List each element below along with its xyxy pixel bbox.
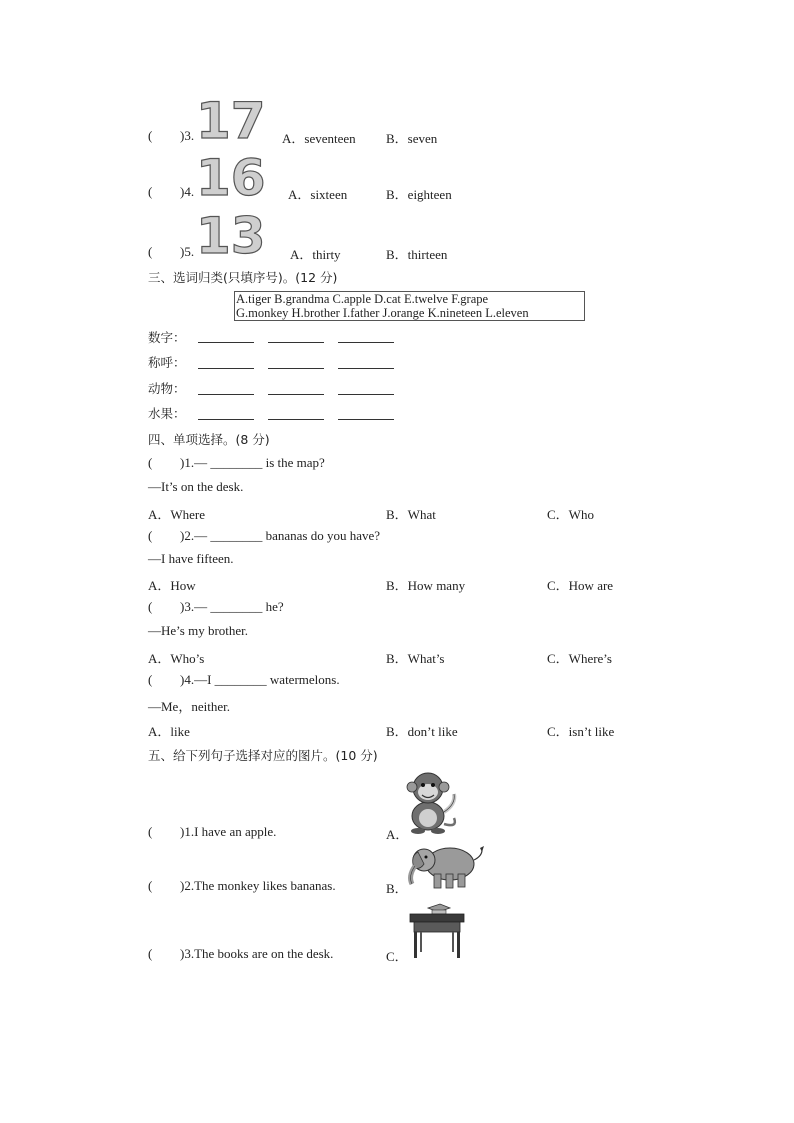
blank[interactable] xyxy=(268,407,324,420)
blank[interactable] xyxy=(198,356,254,369)
monkey-with-banana-icon xyxy=(398,768,462,836)
question-text: )4.—I ________ watermelons. xyxy=(180,672,340,687)
section-heading-part3: 三、选词归类(只填序号)。(12 分) xyxy=(148,270,338,285)
svg-text:17: 17 xyxy=(196,92,266,150)
word-bank-line-2: G.monkey H.brother I.father J.orange K.nineteen L.eleven xyxy=(236,306,529,320)
blank[interactable] xyxy=(198,407,254,420)
category-label: 水果： xyxy=(148,406,186,421)
category-label: 称呼： xyxy=(148,355,186,370)
number-17-picture xyxy=(194,92,266,150)
option-b[interactable]: B．don’t like xyxy=(386,724,458,739)
word-bank-line-1: A.tiger B.grandma C.apple D.cat E.twelve F.grape xyxy=(236,292,489,306)
section-heading-part5: 五、给下列句子选择对应的图片。(10 分) xyxy=(148,748,378,763)
question-number: )5. xyxy=(180,244,195,259)
answer-paren[interactable]: ( xyxy=(148,878,153,893)
answer-paren[interactable]: ( xyxy=(148,599,153,614)
picture-letter: A． xyxy=(386,827,409,842)
picture-letter: B． xyxy=(386,881,408,896)
svg-text:13: 13 xyxy=(196,207,266,265)
blank[interactable] xyxy=(198,330,254,343)
option-a[interactable]: A．like xyxy=(148,724,190,739)
section-heading-part4: 四、单项选择。(8 分) xyxy=(148,432,270,447)
option-a[interactable]: A．Who’s xyxy=(148,651,205,666)
picture-letter: C． xyxy=(386,949,408,964)
answer-line: —He’s my brother. xyxy=(148,623,249,638)
option-a[interactable]: A．Where xyxy=(148,507,206,522)
blank[interactable] xyxy=(338,330,394,343)
answer-line: —It’s on the desk. xyxy=(148,479,244,494)
question-text: )2.The monkey likes bananas. xyxy=(180,878,336,893)
category-label: 数字： xyxy=(148,330,186,345)
number-13-picture xyxy=(194,206,266,265)
option-a[interactable]: A．How xyxy=(148,578,196,593)
answer-paren[interactable]: ( xyxy=(148,672,153,687)
blank[interactable] xyxy=(338,382,394,395)
question-text: )3.The books are on the desk. xyxy=(180,946,334,961)
answer-paren[interactable]: ( xyxy=(148,528,153,543)
question-number: )4. xyxy=(180,184,195,199)
number-16-picture xyxy=(194,149,266,207)
answer-paren[interactable]: ( xyxy=(148,946,153,961)
blank[interactable] xyxy=(338,407,394,420)
option-b[interactable]: B．What’s xyxy=(386,651,445,666)
blank[interactable] xyxy=(268,382,324,395)
answer-paren[interactable]: ( xyxy=(148,244,153,259)
question-text: )1.I have an apple. xyxy=(180,824,277,839)
option-a[interactable]: A．seventeen xyxy=(282,131,356,146)
option-b[interactable]: B．eighteen xyxy=(386,187,452,202)
blank[interactable] xyxy=(268,330,324,343)
option-b[interactable]: B．seven xyxy=(386,131,438,146)
answer-paren[interactable]: ( xyxy=(148,824,153,839)
question-text: )3.— ________ he? xyxy=(180,599,284,614)
option-a[interactable]: A．sixteen xyxy=(288,187,348,202)
word-bank-box xyxy=(234,291,585,321)
blank[interactable] xyxy=(268,356,324,369)
svg-text:16: 16 xyxy=(196,149,266,207)
blank[interactable] xyxy=(338,356,394,369)
option-b[interactable]: B．What xyxy=(386,507,436,522)
option-c[interactable]: C．Who xyxy=(547,507,594,522)
option-c[interactable]: C．How are xyxy=(547,578,614,593)
answer-line: —I have fifteen. xyxy=(148,551,234,566)
answer-line: —Me，neither. xyxy=(148,699,230,714)
category-label: 动物： xyxy=(148,381,186,396)
answer-paren[interactable]: ( xyxy=(148,184,153,199)
question-text: )2.— ________ bananas do you have? xyxy=(180,528,381,543)
option-c[interactable]: C．isn’t like xyxy=(547,724,615,739)
blank[interactable] xyxy=(198,382,254,395)
option-a[interactable]: A．thirty xyxy=(290,247,341,262)
option-b[interactable]: B．thirteen xyxy=(386,247,448,262)
answer-paren[interactable]: ( xyxy=(148,455,153,470)
question-number: )3. xyxy=(180,128,195,143)
desk-with-book-icon xyxy=(406,900,468,960)
elephant-icon xyxy=(404,840,486,892)
answer-paren[interactable]: ( xyxy=(148,128,153,143)
option-b[interactable]: B．How many xyxy=(386,578,466,593)
question-text: )1.— ________ is the map? xyxy=(180,455,325,470)
option-c[interactable]: C．Where’s xyxy=(547,651,612,666)
